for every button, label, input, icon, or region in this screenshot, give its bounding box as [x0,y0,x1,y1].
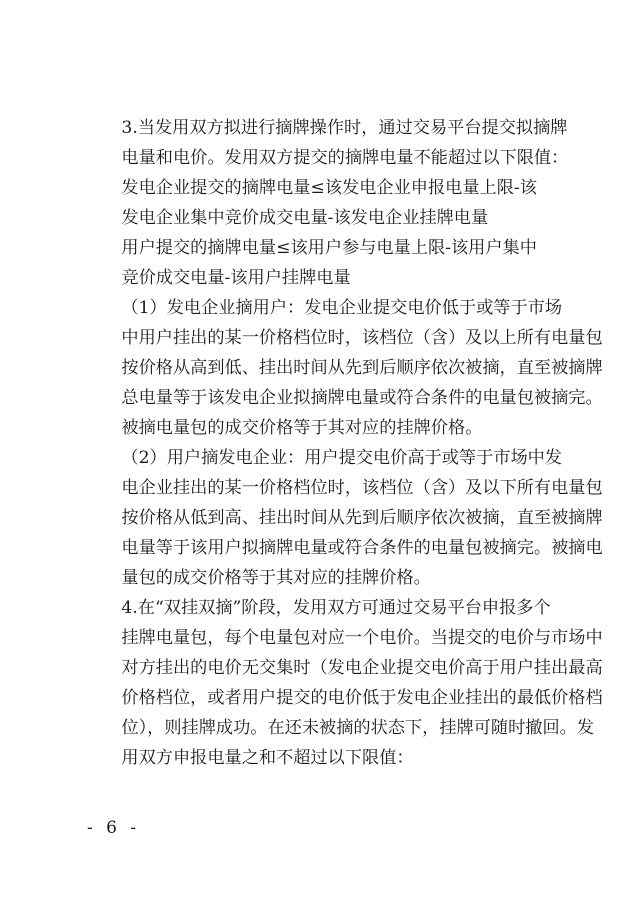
text-line: 挂牌电量包，每个电量包对应一个电价。当提交的电价与市场中 [121,628,603,648]
paragraph-generator-takes-user [87,293,603,443]
text-line: 电量和电价。发用双方提交的摘牌电量不能超过以下限值： [121,148,569,168]
text-line: 发电企业提交的摘牌电量≤该发电企业申报电量上限-该 [121,178,537,198]
text-line: 量包的成交价格等于其对应的挂牌价格。 [121,568,431,588]
text-line: 竞价成交电量-该用户挂牌电量 [121,268,351,288]
paragraph-user-takes-generator [87,443,603,593]
text-line: （1）发电企业摘用户：发电企业提交电价低于或等于市场 [121,298,563,318]
page-number: - 6 - [87,818,141,838]
text-line: 发电企业集中竞价成交电量-该发电企业挂牌电量 [121,208,489,228]
text-line: 3.当发用双方拟进行摘牌操作时，通过交易平台提交拟摘牌 [121,118,568,138]
text-line: 电量等于该用户拟摘牌电量或符合条件的电量包被摘完。被摘电 [121,538,603,558]
text-line: 被摘电量包的成交价格等于其对应的挂牌价格。 [121,418,483,438]
text-line: 价格档位，或者用户提交的电价低于发电企业挂出的最低价格档 [121,688,603,708]
text-line: （2）用户摘发电企业：用户提交电价高于或等于市场中发 [121,448,563,468]
text-line: 按价格从低到高、挂出时间从先到后顺序依次被摘，直至被摘牌 [121,508,603,528]
text-line: 中用户挂出的某一价格档位时，该档位（含）及以上所有电量包 [121,328,603,348]
text-line: 按价格从高到低、挂出时间从先到后顺序依次被摘，直至被摘牌 [121,358,603,378]
paragraph-user-limit-formula [87,233,557,293]
text-line: 4.在“双挂双摘”阶段，发用双方可通过交易平台申报多个 [121,598,551,618]
text-line: 位），则挂牌成功。在还未被摘的状态下，挂牌可随时撤回。发 [121,718,595,738]
text-line: 对方挂出的电价无交集时（发电企业提交电价高于用户挂出最高 [121,658,603,678]
text-line: 用双方申报电量之和不超过以下限值： [121,748,414,768]
text-line: 电企业挂出的某一价格档位时，该档位（含）及以下所有电量包 [121,478,603,498]
document-body [87,113,603,773]
paragraph-generator-limit-formula [87,173,557,233]
text-line: 总电量等于该发电企业拟摘牌电量或符合条件的电量包被摘完。 [121,388,603,408]
paragraph-3-bidding-submission [87,113,569,173]
paragraph-4-double-listing [87,593,603,773]
text-line: 用户提交的摘牌电量≤该用户参与电量上限-该用户集中 [121,238,537,258]
